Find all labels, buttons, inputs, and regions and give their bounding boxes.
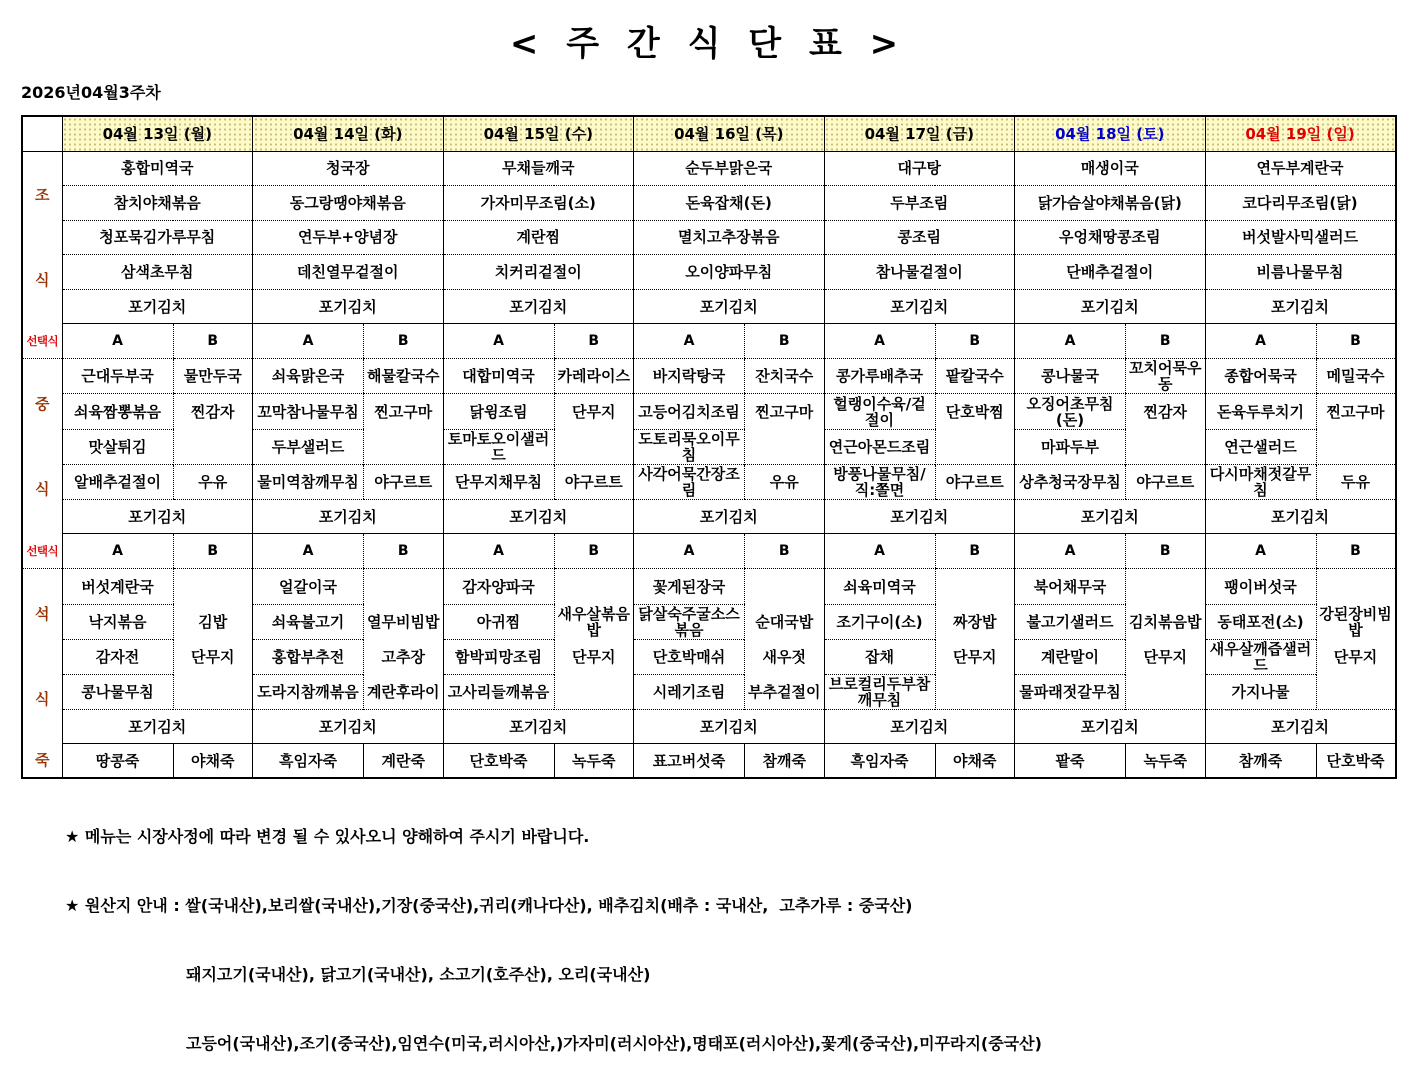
dinner-a-item: 도라지참깨볶음 — [253, 675, 364, 710]
merged-cell-stack — [174, 569, 253, 709]
lunch-b-item: 야구르트 — [364, 465, 444, 500]
col-b-header: B — [173, 324, 253, 359]
dinner-b-merged — [1316, 569, 1396, 710]
menu-item: 계란후라이 — [367, 682, 440, 701]
dinner-a-item: 얼갈이국 — [253, 569, 364, 604]
lunch-a-item: 알배추겉절이 — [62, 465, 173, 500]
section-label-char: 식 — [35, 690, 50, 709]
lunch-b-merged — [745, 394, 825, 465]
dinner-b-merged — [935, 569, 1015, 710]
lunch-a-item: 쇠육짬뽕볶음 — [62, 394, 173, 430]
lunch-a-item: 헐랭이수육/겉절이 — [824, 394, 935, 430]
lunch-a-item: 마파두부 — [1015, 429, 1126, 465]
menu-item — [174, 429, 253, 464]
col-a-header: A — [634, 324, 745, 359]
kimchi-cell: 포기김치 — [634, 710, 825, 744]
porridge-b: 녹두죽 — [1126, 744, 1206, 778]
lunch-a-item: 상추청국장무침 — [1015, 465, 1126, 500]
porridge-a: 흑임자죽 — [253, 744, 364, 778]
dinner-a-item: 버섯계란국 — [62, 569, 173, 604]
breakfast-item: 연두부계란국 — [1205, 151, 1396, 186]
kimchi-cell: 포기김치 — [1015, 500, 1206, 534]
col-b-header: B — [1316, 324, 1396, 359]
menu-item: 김밥 — [198, 612, 228, 631]
col-a-header: A — [1015, 534, 1126, 569]
menu-item — [745, 569, 824, 604]
menu-item — [555, 674, 634, 709]
dinner-a-item: 가지나물 — [1205, 675, 1316, 710]
row-label-dinner — [22, 569, 62, 744]
breakfast-item: 우엉채땅콩조림 — [1015, 220, 1206, 255]
menu-item: 짜장밥 — [953, 612, 997, 631]
breakfast-item: 홍합미역국 — [62, 151, 253, 186]
menu-item — [555, 429, 634, 464]
menu-item: 찐감자 — [191, 402, 235, 421]
day-header: 04월 13일 (월) — [62, 116, 253, 151]
menu-item — [936, 674, 1015, 709]
breakfast-item: 가자미무조림(소) — [443, 186, 634, 221]
note-line: ★ 메뉴는 시장사정에 따라 변경 될 수 있사오니 양해하여 주시기 바랍니다. — [65, 827, 590, 846]
day-header: 04월 14일 (화) — [253, 116, 444, 151]
breakfast-item: 멸치고추장볶음 — [634, 220, 825, 255]
lunch-a-item: 도토리묵오이무침 — [634, 429, 745, 465]
lunch-a-item: 오징어초무침(돈) — [1015, 394, 1126, 430]
menu-item — [174, 674, 253, 709]
merged-cell-stack — [745, 569, 824, 709]
menu-item: 단무지 — [953, 647, 997, 666]
merged-cell-stack — [1317, 569, 1395, 709]
breakfast-item: 참치야채볶음 — [62, 186, 253, 221]
col-a-header: A — [634, 534, 745, 569]
breakfast-item: 데친열무겉절이 — [253, 255, 444, 290]
breakfast-item: 순두부맑은국 — [634, 151, 825, 186]
kimchi-cell: 포기김치 — [253, 500, 444, 534]
breakfast-item: 두부조림 — [824, 186, 1015, 221]
breakfast-item: 포기김치 — [253, 289, 444, 324]
dinner-a-item: 쇠육미역국 — [824, 569, 935, 604]
lunch-a-item: 대합미역국 — [443, 359, 554, 394]
breakfast-item: 계란찜 — [443, 220, 634, 255]
kimchi-cell: 포기김치 — [824, 500, 1015, 534]
merged-cell-stack — [936, 569, 1015, 709]
lunch-b-merged — [173, 394, 253, 465]
menu-item — [1317, 674, 1395, 709]
lunch-b-item: 카레라이스 — [554, 359, 634, 394]
breakfast-item: 포기김치 — [1015, 289, 1206, 324]
lunch-b-item: 해물칼국수 — [364, 359, 444, 394]
merged-cell-stack — [1317, 394, 1395, 464]
breakfast-item: 코다리무조림(닭) — [1205, 186, 1396, 221]
dinner-a-item: 북어채무국 — [1015, 569, 1126, 604]
lunch-b-merged — [935, 394, 1015, 465]
dinner-a-item: 함박피망조림 — [443, 639, 554, 674]
breakfast-item: 포기김치 — [443, 289, 634, 324]
menu-item — [936, 429, 1015, 464]
col-b-header: B — [364, 534, 444, 569]
note-line: ★ 원산지 안내 : 쌀(국내산),보리쌀(국내산),기장(중국산),귀리(캐나다산), 배추김치(배추 : 국내산, 고추가루 : 중국산) — [65, 896, 913, 915]
menu-item: 고추장 — [381, 647, 425, 666]
porridge-a: 흑임자죽 — [824, 744, 935, 778]
day-header: 04월 19일 (일) — [1205, 116, 1396, 151]
footnotes — [65, 779, 1042, 1078]
col-b-header: B — [554, 324, 634, 359]
menu-item: 단무지 — [191, 647, 235, 666]
merged-cell-stack — [745, 394, 824, 464]
corner-cell — [22, 116, 62, 151]
merged-cell-stack — [555, 569, 634, 709]
merged-cell-stack — [555, 394, 634, 464]
lunch-b-merged — [364, 394, 444, 465]
menu-item: 김치볶음밥 — [1129, 612, 1202, 631]
section-label-stack — [23, 572, 62, 742]
menu-item — [555, 569, 634, 604]
col-a-header: A — [1205, 534, 1316, 569]
day-header: 04월 17일 (금) — [824, 116, 1015, 151]
menu-item: 단호박찜 — [945, 402, 1004, 421]
row-label-porridge: 죽 — [22, 744, 62, 778]
section-label-stack — [23, 362, 62, 532]
breakfast-item: 무채들깨국 — [443, 151, 634, 186]
dinner-a-item: 단호박매쉬 — [634, 639, 745, 674]
lunch-a-item: 토마토오이샐러드 — [443, 429, 554, 465]
menu-item: 새우살볶음밥 — [557, 604, 630, 639]
dinner-b-merged — [554, 569, 634, 710]
lunch-b-item: 야구르트 — [554, 465, 634, 500]
breakfast-item: 버섯발사믹샐러드 — [1205, 220, 1396, 255]
day-header: 04월 18일 (토) — [1015, 116, 1206, 151]
kimchi-cell: 포기김치 — [1015, 710, 1206, 744]
lunch-b-item: 팥칼국수 — [935, 359, 1015, 394]
dinner-a-item: 시레기조림 — [634, 675, 745, 710]
merged-cell-stack — [364, 569, 443, 709]
menu-item — [1317, 429, 1395, 464]
kimchi-cell: 포기김치 — [824, 710, 1015, 744]
lunch-a-item: 콩나물국 — [1015, 359, 1126, 394]
col-b-header: B — [745, 324, 825, 359]
col-a-header: A — [253, 324, 364, 359]
breakfast-item: 대구탕 — [824, 151, 1015, 186]
menu-item: 찐감자 — [1143, 402, 1187, 421]
kimchi-cell: 포기김치 — [634, 500, 825, 534]
breakfast-item: 청국장 — [253, 151, 444, 186]
lunch-a-item: 두부샐러드 — [253, 429, 364, 465]
dinner-b-merged — [1126, 569, 1206, 710]
breakfast-item: 매생이국 — [1015, 151, 1206, 186]
lunch-b-item: 야구르트 — [1126, 465, 1206, 500]
lunch-a-item: 꼬막참나물무침 — [253, 394, 364, 430]
col-b-header: B — [1316, 534, 1396, 569]
col-b-header: B — [1126, 534, 1206, 569]
dinner-b-merged — [173, 569, 253, 710]
porridge-b: 단호박죽 — [1316, 744, 1396, 778]
dinner-a-item: 닭살숙주굴소스볶음 — [634, 604, 745, 639]
porridge-b: 녹두죽 — [554, 744, 634, 778]
col-b-header: B — [745, 534, 825, 569]
breakfast-item: 포기김치 — [62, 289, 253, 324]
row-label-selection: 선택식 — [22, 324, 62, 359]
lunch-a-item: 고등어김치조림 — [634, 394, 745, 430]
menu-item: 찐고구마 — [374, 402, 433, 421]
menu-item — [1126, 429, 1205, 464]
col-a-header: A — [62, 324, 173, 359]
lunch-a-item: 단무지채무침 — [443, 465, 554, 500]
col-a-header: A — [1205, 324, 1316, 359]
lunch-b-item: 우유 — [745, 465, 825, 500]
breakfast-item: 포기김치 — [1205, 289, 1396, 324]
dinner-a-item: 홍합부추전 — [253, 639, 364, 674]
menu-item — [936, 569, 1015, 604]
dinner-b-merged — [364, 569, 444, 710]
col-a-header: A — [1015, 324, 1126, 359]
kimchi-cell: 포기김치 — [253, 710, 444, 744]
breakfast-item: 연두부+양념장 — [253, 220, 444, 255]
merged-cell-stack — [364, 394, 443, 464]
dinner-a-item: 팽이버섯국 — [1205, 569, 1316, 604]
lunch-a-item: 콩가루배추국 — [824, 359, 935, 394]
day-header: 04월 15일 (수) — [443, 116, 634, 151]
col-b-header: B — [554, 534, 634, 569]
merged-cell-stack — [174, 394, 253, 464]
section-label-char: 석 — [35, 605, 50, 624]
merged-cell-stack — [936, 394, 1015, 464]
col-b-header: B — [935, 534, 1015, 569]
lunch-a-item: 종합어묵국 — [1205, 359, 1316, 394]
porridge-a: 팥죽 — [1015, 744, 1126, 778]
col-b-header: B — [173, 534, 253, 569]
col-a-header: A — [253, 534, 364, 569]
dinner-a-item: 감자양파국 — [443, 569, 554, 604]
kimchi-cell: 포기김치 — [62, 710, 253, 744]
note-line: 고등어(국내산),조기(중국산),임연수(미국,러시아산,)가자미(러시아산),명태포(러시아산),꽃게(중국산),미꾸라지(중국산) — [186, 1034, 1042, 1053]
col-a-header: A — [824, 324, 935, 359]
week-label: 2026년04월3주차 — [21, 83, 161, 102]
col-b-header: B — [935, 324, 1015, 359]
breakfast-item: 삼색초무침 — [62, 255, 253, 290]
menu-item: 찐고구마 — [755, 402, 814, 421]
lunch-a-item: 연근샐러드 — [1205, 429, 1316, 465]
breakfast-item: 치커리겉절이 — [443, 255, 634, 290]
menu-item — [364, 429, 443, 464]
dinner-a-item: 감자전 — [62, 639, 173, 674]
breakfast-item: 닭가슴살야채볶음(닭) — [1015, 186, 1206, 221]
porridge-b: 계란죽 — [364, 744, 444, 778]
section-label-char: 식 — [35, 480, 50, 499]
dinner-a-item: 콩나물무침 — [62, 675, 173, 710]
section-label-char: 중 — [35, 395, 50, 414]
menu-item: 강된장비빔밥 — [1319, 604, 1392, 639]
menu-item: 찐고구마 — [1326, 402, 1385, 421]
lunch-b-item: 우유 — [173, 465, 253, 500]
menu-item — [745, 429, 824, 464]
menu-item — [174, 569, 253, 604]
lunch-a-item: 다시마채젓갈무침 — [1205, 465, 1316, 500]
dinner-a-item: 새우살깨즙샐러드 — [1205, 639, 1316, 674]
dinner-a-item: 브로컬리두부참깨무침 — [824, 675, 935, 710]
dinner-a-item: 물파래젓갈무침 — [1015, 675, 1126, 710]
dinner-a-item: 낙지볶음 — [62, 604, 173, 639]
menu-item: 단무지 — [1143, 647, 1187, 666]
lunch-a-item: 연근아몬드조림 — [824, 429, 935, 465]
lunch-b-merged — [554, 394, 634, 465]
breakfast-item: 포기김치 — [824, 289, 1015, 324]
menu-item — [364, 569, 443, 604]
row-label-breakfast — [22, 151, 62, 324]
col-b-header: B — [364, 324, 444, 359]
dinner-a-item: 동태포전(소) — [1205, 604, 1316, 639]
lunch-a-item: 물미역참깨무침 — [253, 465, 364, 500]
dinner-a-item: 아귀찜 — [443, 604, 554, 639]
porridge-b: 야채죽 — [935, 744, 1015, 778]
porridge-a: 참깨죽 — [1205, 744, 1316, 778]
lunch-a-item: 사각어묵간장조림 — [634, 465, 745, 500]
merged-cell-stack — [1126, 569, 1205, 709]
lunch-b-item: 물만두국 — [173, 359, 253, 394]
dinner-a-item: 계란말이 — [1015, 639, 1126, 674]
breakfast-item: 비름나물무침 — [1205, 255, 1396, 290]
lunch-a-item: 근대두부국 — [62, 359, 173, 394]
menu-item: 단무지 — [572, 402, 616, 421]
note-line: 돼지고기(국내산), 닭고기(국내산), 소고기(호주산), 오리(국내산) — [186, 965, 651, 984]
lunch-a-item: 맛살튀김 — [62, 429, 173, 465]
lunch-a-item: 닭윙조림 — [443, 394, 554, 430]
lunch-a-item: 돈육두루치기 — [1205, 394, 1316, 430]
col-a-header: A — [62, 534, 173, 569]
dinner-a-item: 꽃게된장국 — [634, 569, 745, 604]
porridge-a: 표고버섯죽 — [634, 744, 745, 778]
lunch-b-item: 두유 — [1316, 465, 1396, 500]
breakfast-item: 포기김치 — [634, 289, 825, 324]
dinner-a-item: 불고기샐러드 — [1015, 604, 1126, 639]
col-a-header: A — [824, 534, 935, 569]
page-title: < 주 간 식 단 표 > — [509, 24, 907, 64]
weekly-menu-table — [21, 115, 1397, 779]
lunch-b-merged — [1126, 394, 1206, 465]
menu-item — [1126, 569, 1205, 604]
dinner-a-item: 잡채 — [824, 639, 935, 674]
dinner-b-merged — [745, 569, 825, 710]
col-b-header: B — [1126, 324, 1206, 359]
breakfast-item: 오이양파무침 — [634, 255, 825, 290]
lunch-b-merged — [1316, 394, 1396, 465]
section-label-stack — [23, 153, 62, 323]
lunch-b-item: 잔치국수 — [745, 359, 825, 394]
breakfast-item: 단배추겉절이 — [1015, 255, 1206, 290]
dinner-a-item: 조기구이(소) — [824, 604, 935, 639]
porridge-a: 단호박죽 — [443, 744, 554, 778]
lunch-b-item: 꼬치어묵우동 — [1126, 359, 1206, 394]
row-label-selection: 선택식 — [22, 534, 62, 569]
day-header: 04월 16일 (목) — [634, 116, 825, 151]
col-a-header: A — [443, 324, 554, 359]
menu-item — [1317, 569, 1395, 604]
col-a-header: A — [443, 534, 554, 569]
breakfast-item: 참나물겉절이 — [824, 255, 1015, 290]
dinner-a-item: 고사리들깨볶음 — [443, 675, 554, 710]
breakfast-item: 콩조림 — [824, 220, 1015, 255]
lunch-b-item: 야구르트 — [935, 465, 1015, 500]
menu-item: 단무지 — [572, 647, 616, 666]
lunch-a-item: 바지락탕국 — [634, 359, 745, 394]
breakfast-item: 청포묵김가루무침 — [62, 220, 253, 255]
row-label-lunch — [22, 359, 62, 534]
merged-cell-stack — [1126, 394, 1205, 464]
porridge-a: 땅콩죽 — [62, 744, 173, 778]
porridge-b: 참깨죽 — [745, 744, 825, 778]
menu-item: 새우젓 — [762, 647, 806, 666]
menu-item: 단무지 — [1333, 647, 1378, 666]
menu-item — [1126, 674, 1205, 709]
kimchi-cell: 포기김치 — [62, 500, 253, 534]
kimchi-cell: 포기김치 — [1205, 710, 1396, 744]
section-label-char: 식 — [35, 271, 50, 290]
kimchi-cell: 포기김치 — [1205, 500, 1396, 534]
lunch-a-item: 방풍나물무침/직:쫄면 — [824, 465, 935, 500]
menu-item: 부추겉절이 — [748, 682, 821, 701]
kimchi-cell: 포기김치 — [443, 710, 634, 744]
lunch-b-item: 메밀국수 — [1316, 359, 1396, 394]
kimchi-cell: 포기김치 — [443, 500, 634, 534]
breakfast-item: 돈육잡채(돈) — [634, 186, 825, 221]
menu-item: 열무비빔밥 — [367, 612, 440, 631]
porridge-b: 야채죽 — [173, 744, 253, 778]
section-label-char: 조 — [35, 186, 50, 205]
breakfast-item: 동그랑땡야채볶음 — [253, 186, 444, 221]
lunch-a-item: 쇠육맑은국 — [253, 359, 364, 394]
dinner-a-item: 쇠육불고기 — [253, 604, 364, 639]
menu-item: 순대국밥 — [755, 612, 814, 631]
